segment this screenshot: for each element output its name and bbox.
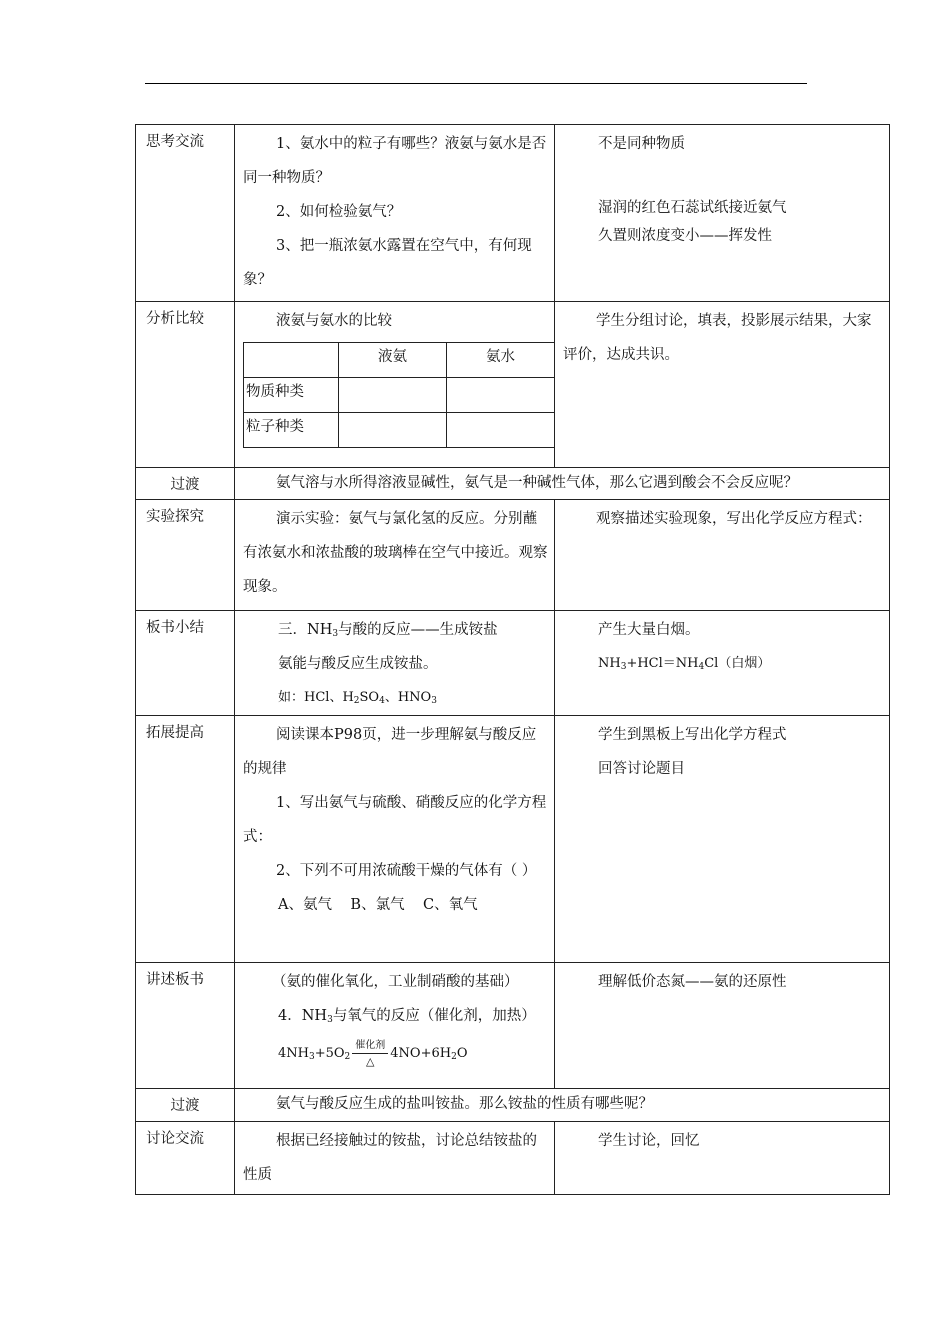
row-label: 实验探究 [146,509,204,525]
row-label: 讲述板书 [146,972,204,988]
question-3: 3、把一瓶浓氨水露置在空气中，有何现象？ [243,238,532,288]
activity-cell [235,500,555,611]
student-cell [555,1122,890,1195]
student-cell [555,611,890,716]
summary-line: 氨能与酸反应生成铵盐。 [278,656,438,672]
transition-cell [235,468,890,500]
student-cell [555,302,890,468]
exercise-1: 1、写出氨气与硫酸、硝酸反应的化学方程式： [243,795,547,845]
reading-task: 阅读课本P98页，进一步理解氨与酸反应的规律 [243,727,537,777]
catalyst-condition: 催化剂 △ [352,1041,388,1067]
discussion-task: 根据已经接触过的铵盐，讨论总结铵盐的性质 [243,1133,537,1183]
row-particle-type: 粒子种类 [244,413,339,448]
answer-1: 不是同种物质 [598,136,685,152]
table-row [136,611,890,716]
summary-heading: 三．$NH_3$与酸的反应——生成铵盐 [278,622,498,639]
header-liquid-ammonia: 液氨 [339,343,447,378]
table-row [136,125,890,302]
row-label-cell [136,1089,235,1122]
compare-header-row [244,343,555,378]
table-row [136,716,890,963]
observe-text: 观察描述实验现象，写出化学反应方程式： [596,511,872,527]
compare-row [244,413,555,448]
row-label-cell [136,1122,235,1195]
row-label-cell [136,716,235,963]
reducibility-text: 理解低价态氮——氨的还原性 [598,974,787,990]
exercise-2: 2、下列不可用浓硫酸干燥的气体有（ ） [276,863,537,879]
row-label-cell [136,302,235,468]
activity-cell [235,611,555,716]
activity-cell [235,716,555,963]
activity-cell [235,1122,555,1195]
row-label: 过渡 [170,477,200,493]
blackboard-task: 学生到黑板上写出化学方程式 [598,727,787,743]
student-cell [555,963,890,1089]
lesson-plan-table [135,124,890,1195]
activity-cell [235,302,555,468]
question-2: 2、如何检验氨气？ [276,204,402,220]
compare-row [244,378,555,413]
row-label: 过渡 [170,1098,200,1114]
oxygen-reaction-heading: 4．$NH_3$与氧气的反应（催化剂，加热） [278,1008,536,1025]
activity-cell [235,963,555,1089]
student-cell [555,716,890,963]
student-cell [555,500,890,611]
student-recall: 学生讨论，回忆 [598,1133,700,1149]
row-label-cell [136,125,235,302]
compare-title: 液氨与氨水的比较 [276,313,392,329]
table-row [136,302,890,468]
catalytic-oxidation-note: （氨的催化氧化，工业制硝酸的基础） [272,974,519,990]
answer-2: 湿润的红色石蕊试纸接近氨气 [598,200,787,216]
answer-3: 久置则浓度变小——挥发性 [598,228,772,244]
compare-table [243,342,555,448]
header-rule [145,83,807,84]
acid-examples: 如：HCl、$H_2SO_4$、$HNO_3$ [278,690,437,706]
row-substance-type: 物质种类 [244,378,339,413]
hcl-equation: $NH_3+HCl=NH_4Cl$（白烟） [598,656,771,672]
row-label-cell [136,611,235,716]
activity-cell [235,125,555,302]
row-label: 讨论交流 [146,1131,204,1147]
exercise-2-options: A、氨气 B、氯气 C、氧气 [278,897,478,913]
demo-experiment: 演示实验：氨气与氯化氢的反应。分别蘸有浓氨水和浓盐酸的玻璃棒在空气中接近。观察现象。 [243,511,548,595]
group-discussion-text: 学生分组讨论，填表，投影展示结果，大家评价，达成共识。 [563,313,872,363]
table-row [136,1089,890,1122]
row-label: 分析比较 [146,311,204,327]
transition-text: 氨气溶与水所得溶液显碱性，氨气是一种碱性气体，那么它遇到酸会不会反应呢？ [276,475,798,491]
row-label: 板书小结 [146,620,204,636]
row-label-cell [136,500,235,611]
table-row [136,963,890,1089]
answer-questions: 回答讨论题目 [598,761,685,777]
row-label-cell [136,468,235,500]
transition-text: 氨气与酸反应生成的盐叫铵盐。那么铵盐的性质有哪些呢？ [276,1096,653,1112]
white-smoke-text: 产生大量白烟。 [598,622,700,638]
row-label-cell [136,963,235,1089]
table-row [136,1122,890,1195]
student-cell [555,125,890,302]
row-label: 思考交流 [146,134,204,150]
row-label: 拓展提高 [146,725,204,741]
oxidation-equation: $4NH_3+5O_2$ 催化剂 △ $4NO+6H_2O$ [278,1039,468,1068]
transition-cell [235,1089,890,1122]
question-1: 1、氨水中的粒子有哪些？液氨与氨水是否同一种物质？ [243,136,547,186]
header-ammonia-water: 氨水 [447,343,555,378]
table-row [136,468,890,500]
table-row [136,500,890,611]
